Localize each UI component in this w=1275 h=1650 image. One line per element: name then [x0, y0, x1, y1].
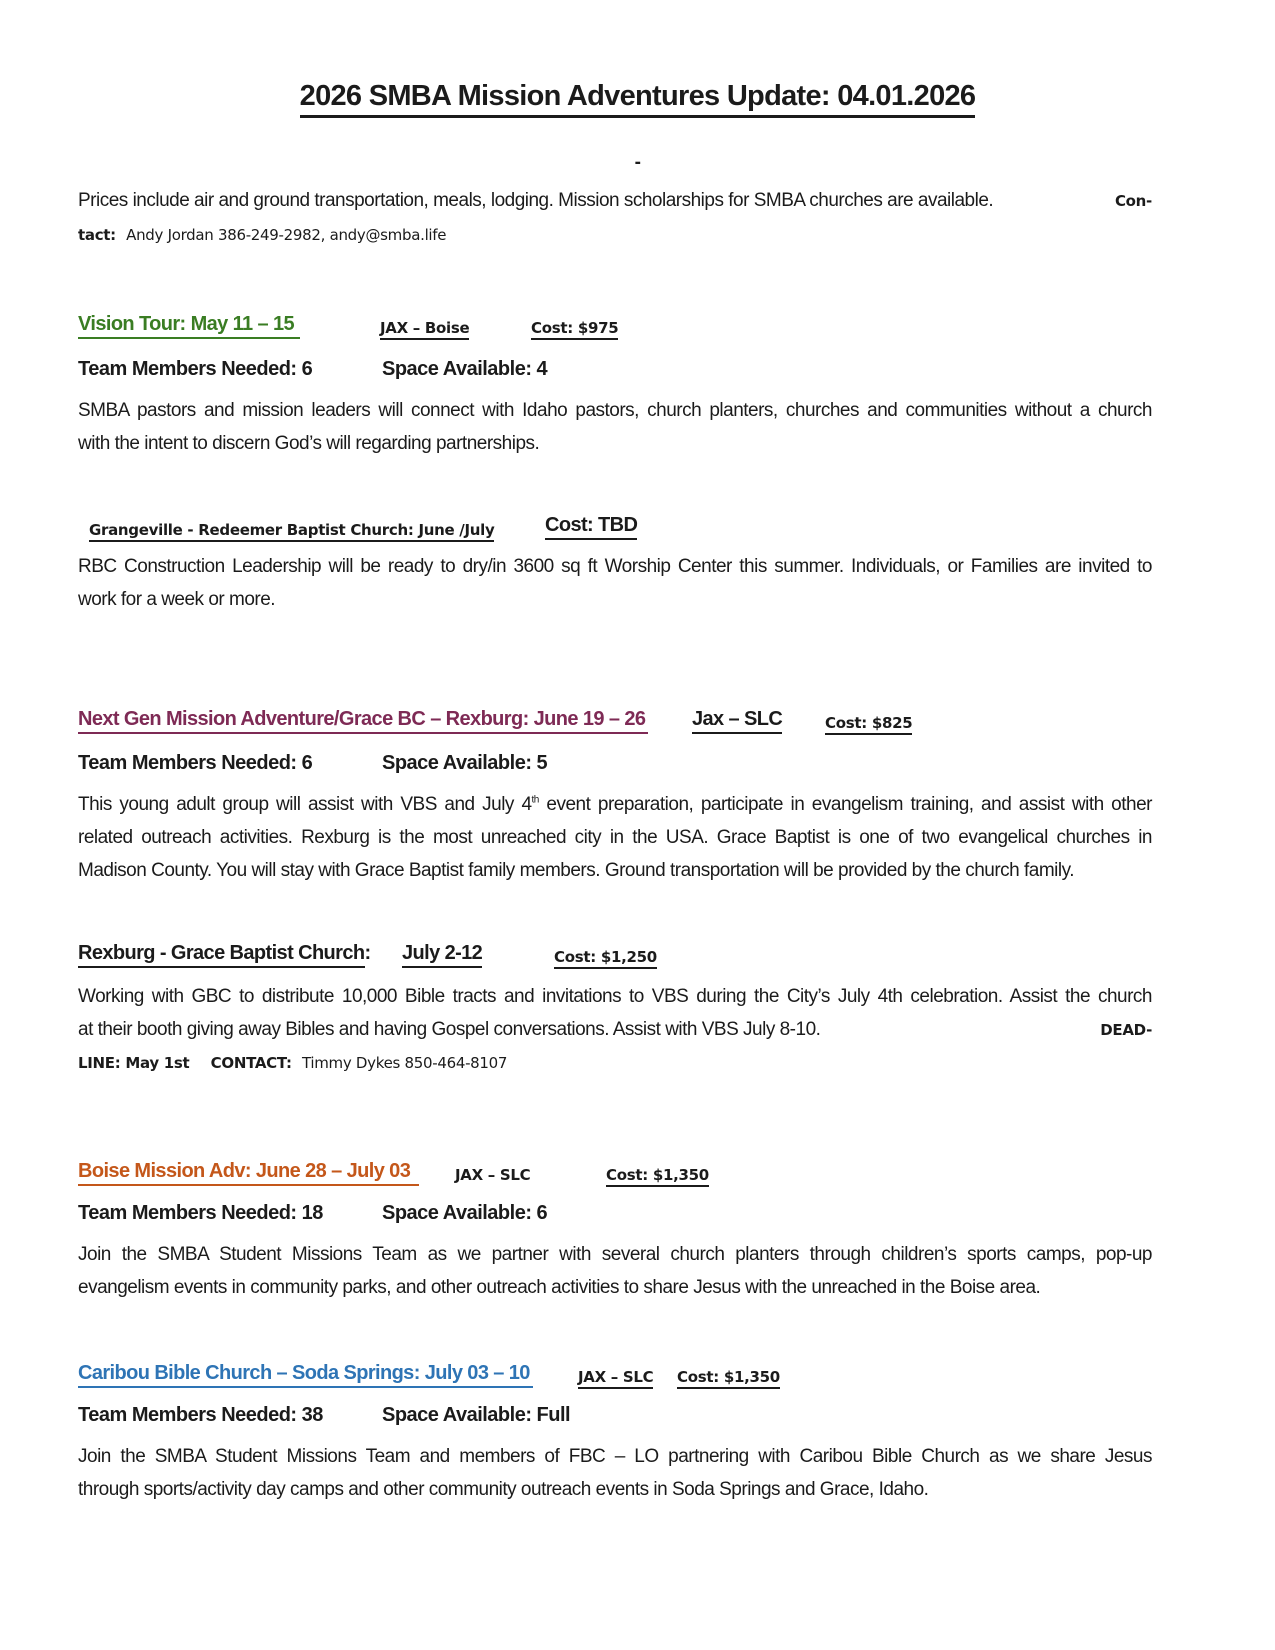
- intro-contact-hyphenated: Con-: [1114, 192, 1152, 210]
- vision-space-available: Space Available: 4: [382, 358, 548, 380]
- caribou-route: JAX – SLC: [578, 1368, 653, 1389]
- boise-cost: Cost: $1,350: [606, 1166, 709, 1187]
- nextgen-desc-1a: This young adult group will assist with VBS and July 4: [78, 794, 532, 815]
- rexburg-dates: July 2-12: [402, 942, 482, 968]
- vision-desc-line-2: with the intent to discern God’s will regarding partnerships.: [78, 433, 540, 454]
- rexburg-cost: Cost: $1,250: [554, 948, 657, 969]
- boise-space-available: Space Available: 6: [382, 1202, 548, 1224]
- caribou-desc-line-2: through sports/activity day camps and other community outreach events in Soda Springs and Grace, Idaho.: [78, 1479, 929, 1500]
- caribou-team-row: [78, 1404, 1152, 1438]
- grangeville-heading: Grangeville - Redeemer Baptist Church: June /July: [89, 521, 494, 542]
- separator-dash: -: [634, 152, 641, 173]
- rexburg-desc-line-1: Working with GBC to distribute 10,000 Bible tracts and invitations to VBS during the City’s July 4th celebration. Assist the church: [78, 986, 1152, 1007]
- nextgen-desc-1b: event preparation, participate in evangelism training, and assist with other: [538, 794, 1152, 815]
- vision-route: JAX – Boise: [380, 319, 469, 340]
- caribou-heading-row: [78, 1362, 1152, 1396]
- grangeville-desc-line-2: work for a week or more.: [78, 589, 276, 610]
- nextgen-desc-line-1: [78, 794, 1152, 816]
- document-title: 2026 SMBA Mission Adventures Update: 04.01.2026: [300, 80, 976, 118]
- nextgen-ordinal-sup: th: [531, 794, 539, 806]
- caribou-heading: Caribou Bible Church – Soda Springs: July 03 – 10: [78, 1362, 533, 1388]
- nextgen-heading-row: [78, 708, 1152, 742]
- title-row: [0, 80, 1275, 118]
- nextgen-space-available: Space Available: 5: [382, 752, 548, 774]
- grangeville-cost: Cost: TBD: [545, 514, 637, 540]
- boise-team-needed: Team Members Needed: 18: [78, 1202, 323, 1224]
- boise-route: JAX – SLC: [455, 1166, 531, 1184]
- caribou-space-available: Space Available: Full: [382, 1404, 571, 1426]
- nextgen-team-needed: Team Members Needed: 6: [78, 752, 313, 774]
- boise-heading: Boise Mission Adv: June 28 – July 03: [78, 1160, 419, 1186]
- caribou-cost: Cost: $1,350: [677, 1368, 780, 1389]
- rexburg-deadline-label: LINE: May 1st: [78, 1054, 190, 1072]
- rexburg-heading-wrap: [78, 942, 371, 968]
- vision-cost: Cost: $975: [531, 319, 618, 340]
- boise-team-row: [78, 1202, 1152, 1236]
- nextgen-heading: Next Gen Mission Adventure/Grace BC – Rexburg: June 19 – 26: [78, 708, 648, 734]
- grangeville-heading-row: [78, 514, 1152, 548]
- intro-contact-label: tact:: [78, 226, 116, 244]
- rexburg-heading-colon: :: [364, 942, 371, 964]
- boise-desc-line-1: Join the SMBA Student Missions Team as we partner with several church planters through children’s sports camps, pop-up: [78, 1244, 1152, 1265]
- intro-text: Prices include air and ground transportation, meals, lodging. Mission scholarships for SMBA churches are available.: [78, 190, 994, 211]
- rexburg-contact-label: CONTACT:: [210, 1054, 292, 1072]
- vision-desc-line-1: SMBA pastors and mission leaders will connect with Idaho pastors, church planters, churches and communities without a church: [78, 400, 1152, 421]
- vision-team-needed: Team Members Needed: 6: [78, 358, 313, 380]
- grangeville-desc-line-1: RBC Construction Leadership will be ready to dry/in 3600 sq ft Worship Center this summer. Individuals, or Families are invited to: [78, 556, 1152, 577]
- intro-line-2: [78, 224, 446, 246]
- boise-desc-line-2: evangelism events in community parks, and other outreach activities to share Jesus with the unreached in the Boise area.: [78, 1277, 1041, 1298]
- vision-team-row: [78, 358, 1152, 392]
- intro-line-1: [78, 190, 1152, 212]
- rexburg-heading-row: [78, 942, 1152, 976]
- nextgen-team-row: [78, 752, 1152, 786]
- boise-heading-row: [78, 1160, 1152, 1194]
- caribou-desc-line-1: Join the SMBA Student Missions Team and members of FBC – LO partnering with Caribou Bible Church as we share Jesus: [78, 1446, 1152, 1467]
- nextgen-desc-line-2: related outreach activities. Rexburg is the most unreached city in the USA. Grace Baptist is one of two evangelical churches in: [78, 827, 1152, 848]
- intro-contact-info: Andy Jordan 386-249-2982, andy@smba.life: [126, 226, 447, 244]
- vision-heading: Vision Tour: May 11 – 15: [78, 313, 300, 339]
- rexburg-desc-line-3: [78, 1052, 507, 1074]
- rexburg-heading: Rexburg - Grace Baptist Church: [78, 942, 365, 968]
- vision-heading-row: [78, 313, 1152, 347]
- rexburg-desc-line-2: [78, 1019, 1152, 1041]
- nextgen-desc-line-3: Madison County. You will stay with Grace Baptist family members. Ground transportation will be provided by the church family.: [78, 860, 1074, 881]
- rexburg-desc-2-text: at their booth giving away Bibles and having Gospel conversations. Assist with VBS July 8-10.: [78, 1019, 821, 1040]
- rexburg-contact-info: Timmy Dykes 850-464-8107: [301, 1054, 508, 1072]
- rexburg-deadline-hyphenated: DEAD-: [1100, 1021, 1152, 1039]
- nextgen-route: Jax – SLC: [692, 708, 782, 734]
- caribou-team-needed: Team Members Needed: 38: [78, 1404, 323, 1426]
- nextgen-cost: Cost: $825: [825, 714, 912, 735]
